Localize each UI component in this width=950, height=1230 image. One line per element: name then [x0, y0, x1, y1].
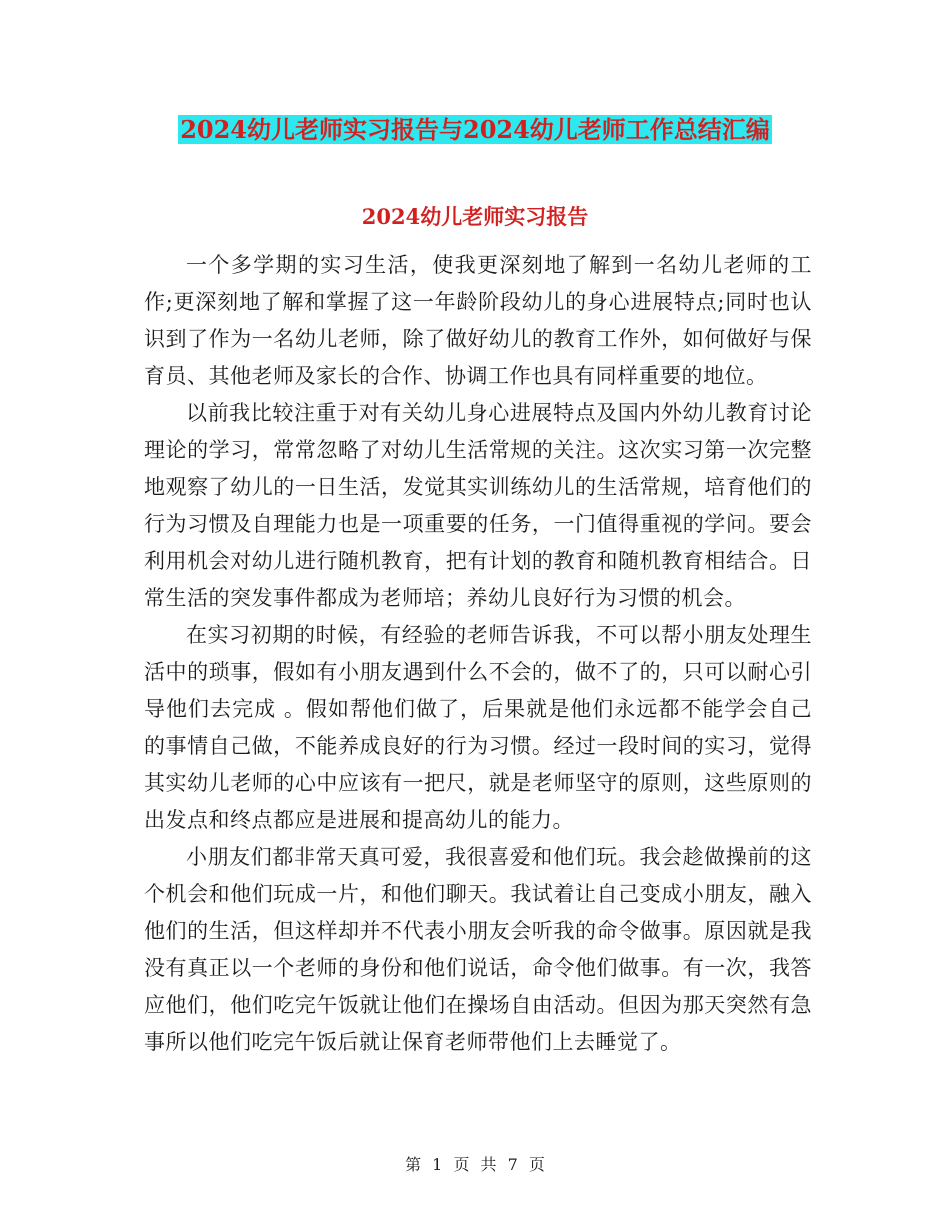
document-main-title — [0, 112, 950, 148]
paragraph-4: 小朋友们都非常天真可爱，我很喜爱和他们玩。我会趁做操前的这个机会和他们玩成一片，和他们聊天。我试着让自己变成小朋友，融入他们的生活，但这样却并不代表小朋友会听我的命令做事。原因就是我没有真正以一个老师的身份和他们说话，命令他们做事。有一次，我答应他们，他们吃完午饭就让他们在操场自由活动。但因为那天突然有急事所以他们吃完午饭后就让保育老师带他们上去睡觉了。 — [144, 845, 812, 1054]
paragraph-2: 以前我比较注重于对有关幼儿身心进展特点及国内外幼儿教育讨论理论的学习，常常忽略了对幼儿生活常规的关注。这次实习第一次完整地观察了幼儿的一日生活，发觉其实训练幼儿的生活常规，培育他们的行为习惯及自理能力也是一项重要的任务，一门值得重视的学问。要会利用机会对幼儿进行随机教育，把有计划的教育和随机教育相结合。日常生活的突发事件都成为老师培；养幼儿良好行为习惯的机会。 — [144, 401, 812, 610]
paragraph-3: 在实习初期的时候，有经验的老师告诉我，不可以帮小朋友处理生活中的琐事，假如有小朋友遇到什么不会的，做不了的，只可以耐心引导他们去完成 。假如帮他们做了，后果就是他们永远都不能学会自己的事情自己做，不能养成良好的行为习惯。经过一段时间的实习，觉得其实幼儿老师的心中应该有一把尺，就是老师坚守的原则，这些原则的出发点和终点都应是进展和提高幼儿的能力。 — [144, 623, 812, 832]
main-title-text: 2024幼儿老师实习报告与2024幼儿老师工作总结汇编 — [180, 115, 770, 144]
page-footer: 第 1 页 共 7 页 — [405, 1155, 545, 1174]
paragraph-1: 一个多学期的实习生活，使我更深刻地了解到一名幼儿老师的工作;更深刻地了解和掌握了这一年龄阶段幼儿的身心进展特点;同时也认识到了作为一名幼儿老师，除了做好幼儿的教育工作外，如何做好与保育员、其他老师及家长的合作、协调工作也具有同样重要的地位。 — [144, 253, 812, 388]
report-body — [144, 247, 812, 1061]
section-title: 2024幼儿老师实习报告 — [361, 204, 589, 229]
